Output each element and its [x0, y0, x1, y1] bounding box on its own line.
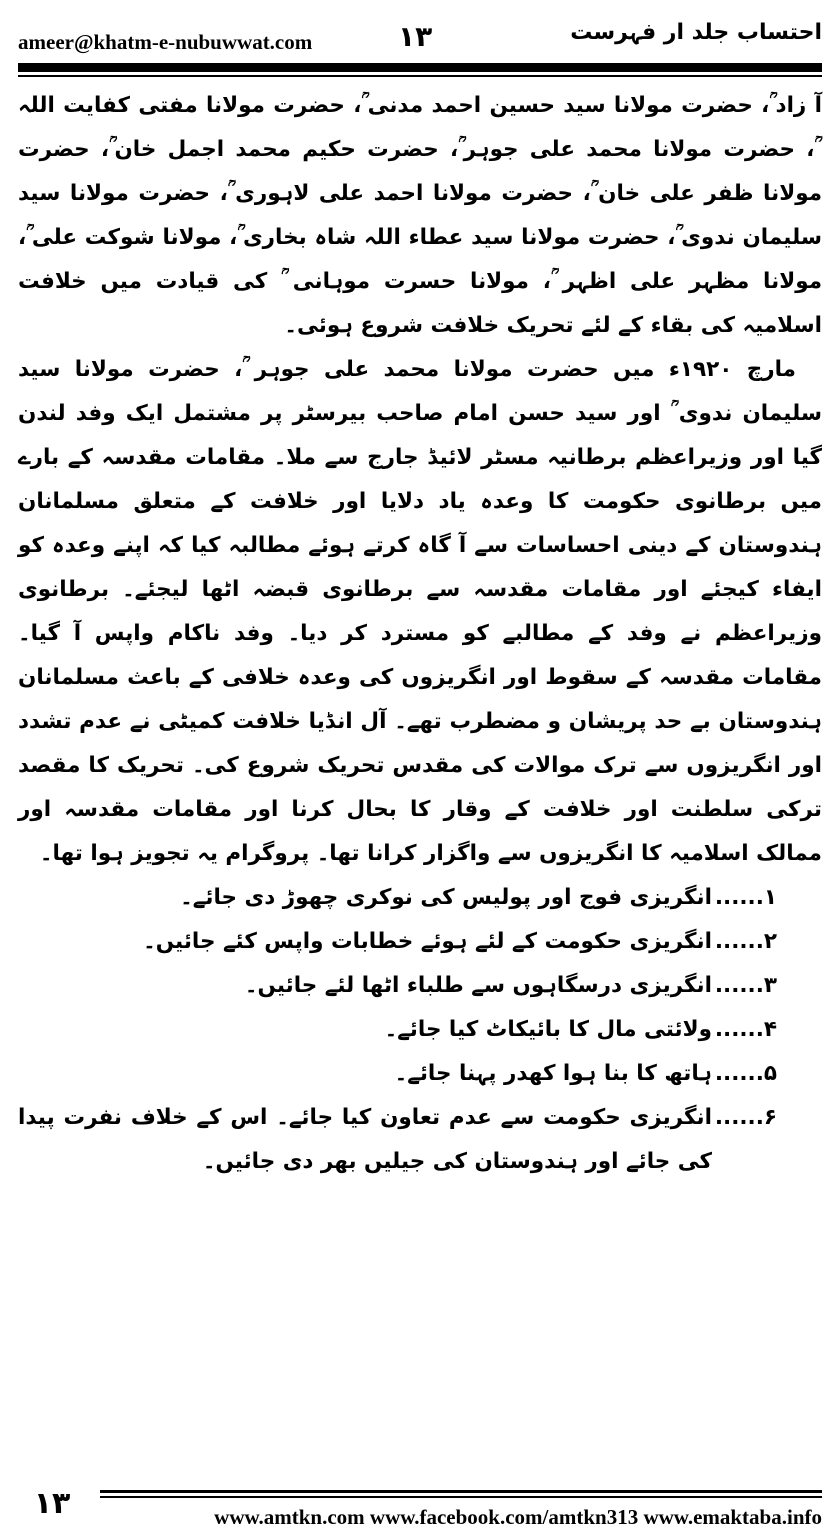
list-item [18, 920, 822, 964]
list-item-number: ۱...... [714, 885, 777, 910]
list-item-text: انگریزی حکومت کے لئے ہوئے خطابات واپس کئے جائیں۔ [143, 929, 712, 954]
page-header [18, 14, 822, 58]
list-item [18, 876, 822, 920]
header-page-number: ۱۳ [398, 20, 433, 53]
list-item-number: ۶...... [714, 1105, 777, 1130]
list-item-text: انگریزی درسگاہوں سے طلباء اٹھا لئے جائیں۔ [244, 973, 712, 998]
page-body [18, 84, 822, 1184]
list-item-text: انگریزی حکومت سے عدم تعاون کیا جائے۔ اس کے خلاف نفرت پیدا کی جائے اور ہندوستان کی جیلیں بھر دی جائیں۔ [18, 1105, 712, 1174]
footer-page-number: ۱۳ [33, 1486, 71, 1521]
list-item-number: ۲...... [714, 929, 777, 954]
list-item [18, 1096, 822, 1184]
list-item-number: ۵...... [714, 1061, 777, 1086]
footer-rule-thin [100, 1496, 822, 1498]
list-item [18, 1052, 822, 1096]
footer-links[interactable]: www.amtkn.com www.facebook.com/amtkn313 www.emaktaba.info [214, 1505, 822, 1529]
paragraph-1: آ زاد ؒ، حضرت مولانا سید حسین احمد مدنی ؒ، حضرت مولانا مفتی کفایت اللہ ؒ، حضرت مولانا محمد علی جوہر ؒ، حضرت حکیم محمد اجمل خان ؒ، حضرت مولانا ظفر علی خان ؒ، حضرت مولانا احمد علی لاہوری ؒ، حضرت مولانا سید سلیمان ندوی ؒ، حضرت مولانا سید عطاء اللہ شاہ بخاری ؒ، مولانا شوکت علی ؒ، مولانا مظہر علی اظہر ؒ، مولانا حسرت موہانی ؒ کی قیادت میں خلافت اسلامیہ کی بقاء کے لئے تحریک خلافت شروع ہوئی۔ [18, 93, 822, 338]
list-item-text: ولائتی مال کا بائیکاٹ کیا جائے۔ [384, 1017, 712, 1042]
header-title: احتساب جلد ار فہرست [570, 20, 822, 45]
header-rule-thin [18, 75, 822, 77]
list-item-number: ۳...... [714, 973, 777, 998]
list-item [18, 964, 822, 1008]
list-item-number: ۴...... [714, 1017, 777, 1042]
list-item-text: انگریزی فوج اور پولیس کی نوکری چھوڑ دی جائے۔ [180, 885, 712, 910]
footer-rule [100, 1490, 822, 1493]
header-rule [18, 63, 822, 72]
header-email: ameer@khatm-e-nubuwwat.com [18, 30, 313, 54]
paragraph-2: مارچ ۱۹۲۰ء میں حضرت مولانا محمد علی جوہر ؒ، حضرت مولانا سید سلیمان ندوی ؒ اور سید حسن امام صاحب بیرسٹر پر مشتمل ایک وفد لندن گیا اور وزیراعظم برطانیہ مسٹر لائیڈ جارج سے ملا۔ مقامات مقدسہ کے بارے میں برطانوی حکومت کا وعدہ یاد دلایا اور خلافت کے متعلق مسلمانان ہندوستان کے دینی احساسات سے آ گاہ کرتے ہوئے مطالبہ کیا کہ اپنے وعدہ کو ایفاء کیجئے اور مقامات مقدسہ سے برطانوی قبضہ اٹھا لیجئے۔ برطانوی وزیراعظم نے وفد کے مطالبے کو مسترد کر دیا۔ وفد ناکام واپس آ گیا۔ مقامات مقدسہ کے سقوط اور انگریزوں کی وعدہ خلافی کے باعث مسلمانان ہندوستان بے حد پریشان و مضطرب تھے۔ آل انڈیا خلافت کمیٹی نے عدم تشدد اور انگریزوں سے ترک موالات کی مقدس تحریک شروع کی۔ تحریک کا مقصد ترکی سلطنت اور خلافت کے وقار کا بحال کرنا اور مقامات مقدسہ اور ممالک اسلامیہ کا انگریزوں سے واگزار کرانا تھا۔ پروگرام یہ تجویز ہوا تھا۔ [18, 357, 822, 866]
program-list [18, 876, 822, 1184]
list-item [18, 1008, 822, 1052]
list-item-text: ہاتھ کا بنا ہوا کھدر پہنا جائے۔ [394, 1061, 712, 1086]
